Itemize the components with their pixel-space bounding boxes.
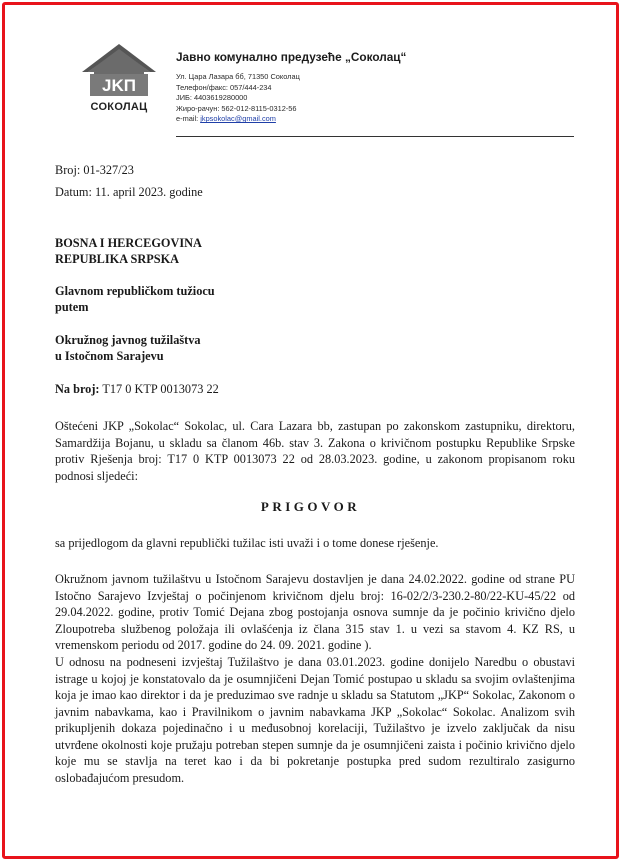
via-office-line-2: u Istočnom Sarajevu bbox=[55, 349, 164, 363]
letterhead-contacts bbox=[176, 72, 300, 125]
jib-line: ЈИБ: 4403619280000 bbox=[176, 93, 248, 103]
reference-value: T17 0 KTP 0013073 22 bbox=[99, 382, 219, 396]
document-date: Datum: 11. april 2023. godine bbox=[55, 185, 203, 199]
account-line: Жиро-рачун: 562-012-8115-0312-56 bbox=[176, 103, 297, 113]
phone-line: Телефон/факс: 057/444-234 bbox=[176, 82, 272, 92]
reference-number bbox=[55, 381, 219, 398]
logo-letters: JKП bbox=[102, 76, 136, 95]
entity-name: REPUBLIKA SRPSKA bbox=[55, 252, 180, 266]
email-link[interactable]: jkpsokolac@gmail.com bbox=[200, 114, 276, 124]
via-office-line-1: Okružnog javnog tužilaštva bbox=[55, 333, 201, 347]
document-title: PRIGOVOR bbox=[260, 499, 361, 514]
body-paragraph-2: U odnosu na podneseni izvještaj Tužilaštvo je dana 03.01.2023. godine donijelo Naredbu o obustavi istrage u kojoj je konstatovalo da je osumnjičeni Dejan Tomić postupao u skladu sa svojim ovlaštenjima koja je imao kao direktor i da je preduzimao sve radnje u skladu sa Statutom „JKP“ Sokolac, Zakonom o javnim nabavkama, kao i Pravilnikom o javnim nabavkama JKP „Sokolac“ Sokolac. Analizom svih prikupljenih dokaza pojedinačno i u međusobnoj korelaciji, Tužilaštvo je izvelo zaključak da nisu utvrđene okolnosti koje pružaju potreban stepen sumnje da je osumnjičeni zaista i počinio krivično djelo koje mu se stavlja na teret kao i da bi pokretanje postupka pred sudom rezultiralo zasigurno oslobađajućom presudom. bbox=[55, 655, 575, 785]
intro-paragraph: Oštećeni JKP „Sokolac“ Sokolac, ul. Cara Lazara bb, zastupan po zakonskom zastupniku, direktoru, Samardžija Bojanu, u skladu sa članom 46b. stav 3. Zakona o krivičnom postupku Republike Srpske protiv Rješenja broj: T17 0 KTP 0013073 22 od 28.03.2023. godine, u zakonom propisanom roku podnosi sljedeći: bbox=[55, 419, 575, 483]
body-paragraph-1: Okružnom javnom tužilaštvu u Istočnom Sarajevu dostavljen je dana 24.02.2022. godine od strane PU Istočno Sarajevo Izvještaj o počinjenom krivičnom djelu broj: 16-02/2/3-230.2-80/22-KU-45/22 od 29.04.2022. godine, protiv Tomić Dejana zbog postojanja osnova sumnje da je počinio krivično djelo Zloupotreba službenog položaja ili ovlašćenja iz člana 315 stav 1. u vezi sa stavom 4. KZ RS, u vremenskom periodu od 2017. godine do 24. 09. 2021. godine ). bbox=[55, 572, 575, 652]
proposal-paragraph: sa prijedlogom da glavni republički tužilac isti uvaži i o tome donese rješenje. bbox=[55, 536, 439, 550]
company-logo bbox=[82, 44, 156, 116]
country-name: BOSNA I HERCEGOVINA bbox=[55, 236, 202, 250]
reference-label: Na broj: bbox=[55, 382, 100, 396]
document-number: Broj: 01-327/23 bbox=[55, 163, 134, 177]
recipient-line-2: putem bbox=[55, 300, 89, 314]
letterhead-divider bbox=[176, 136, 574, 137]
address-line: Ул. Цара Лазара бб, 71350 Соколац bbox=[176, 72, 300, 81]
organization-name: Јавно комунално предузеће „Соколац“ bbox=[176, 50, 407, 64]
logo-name: СОКОЛАЦ bbox=[90, 101, 148, 113]
logo-house-icon bbox=[82, 44, 156, 100]
email-line bbox=[176, 114, 300, 125]
email-label: e-mail: bbox=[176, 114, 201, 124]
recipient-line-1: Glavnom republičkom tužiocu bbox=[55, 284, 215, 298]
